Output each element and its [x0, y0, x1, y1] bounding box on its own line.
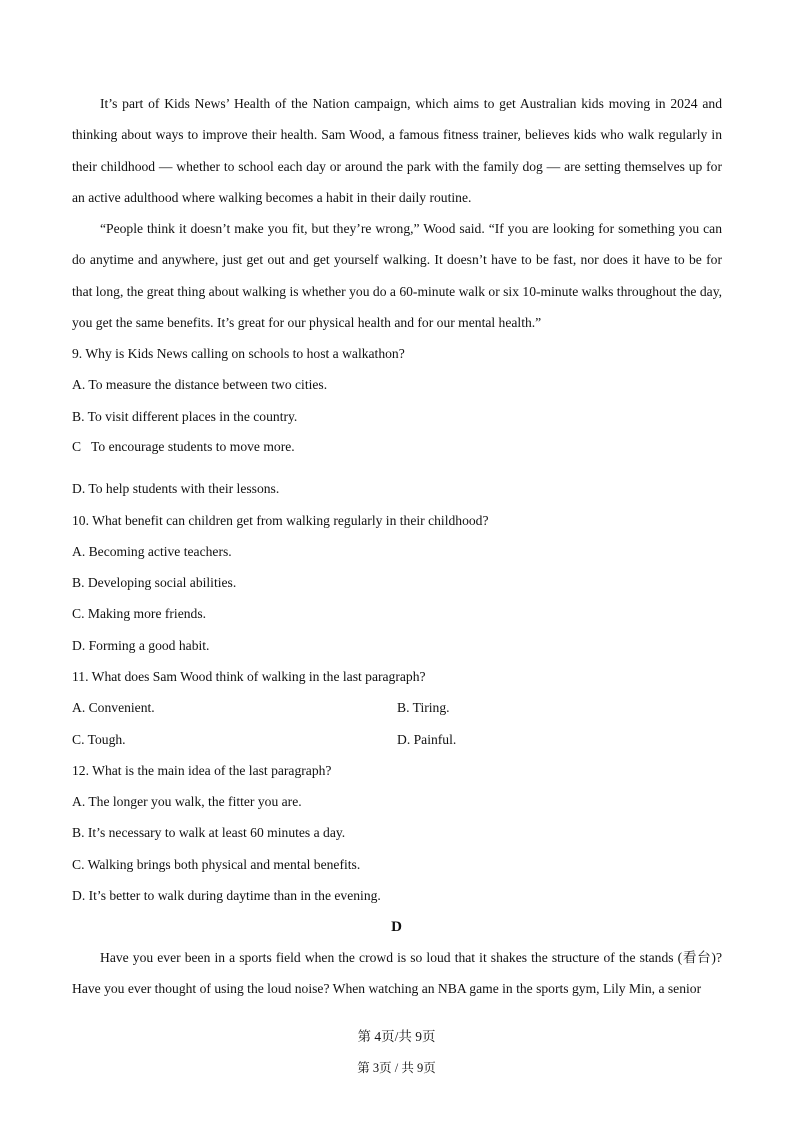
paragraph-text: Have you ever been in a sports field when the crowd is so loud that it shakes the structure of the stands (看台)? Have you ever thought of using the loud noise? When watching an NBA game in the sports gym, Lily Min, a senior: [72, 950, 722, 997]
question-12-option-a: A. The longer you walk, the fitter you are.: [72, 794, 302, 809]
question-10-option-a: A. Becoming active teachers.: [72, 544, 232, 559]
passage-paragraph-1: [72, 88, 722, 213]
question-9-stem: 9. Why is Kids News calling on schools to host a walkathon?: [72, 346, 405, 361]
question-10-option-d: D. Forming a good habit.: [72, 638, 210, 653]
question-9-option-c: C To encourage students to move more.: [72, 439, 295, 454]
question-9-option-b: B. To visit different places in the country.: [72, 409, 298, 424]
question-9-option-d: D. To help students with their lessons.: [72, 481, 280, 496]
question-10-option-c: C. Making more friends.: [72, 606, 207, 621]
paragraph-text: “People think it doesn’t make you fit, but they’re wrong,” Wood said. “If you are looking for something you can do anytime and anywhere, just get out and get yourself walking. It doesn’t have to be fast, nor does it have to be for that long, the great thing about walking is whether you do a 60-minute walk or six 10-minute walks throughout the day, you get the same benefits. It’s great for our physical health and for our mental health.”: [72, 221, 722, 330]
section-d-paragraph: [72, 942, 722, 1005]
question-11-option-b: B. Tiring.: [397, 700, 450, 715]
question-10-stem: 10. What benefit can children get from walking regularly in their childhood?: [72, 513, 489, 528]
question-10-option-b: B. Developing social abilities.: [72, 575, 237, 590]
question-12-option-d: D. It’s better to walk during daytime than in the evening.: [72, 888, 381, 903]
question-11-option-c: C. Tough.: [72, 732, 126, 747]
question-11-option-a: A. Convenient.: [72, 700, 155, 715]
question-11-stem: 11. What does Sam Wood think of walking in the last paragraph?: [72, 669, 426, 684]
page-number-label-secondary: 第 3页 / 共 9页: [357, 1061, 436, 1075]
question-11-option-d: D. Painful.: [397, 732, 457, 747]
question-9-option-a: A. To measure the distance between two cities.: [72, 377, 328, 392]
paragraph-text: It’s part of Kids News’ Health of the Nation campaign, which aims to get Australian kids moving in 2024 and thinking about ways to improve their health. Sam Wood, a famous fitness trainer, believes kids who walk regularly in their childhood — whether to school each day or around the park with the family dog — are setting themselves up for an active adulthood where walking becomes a habit in their daily routine.: [72, 96, 722, 205]
passage-paragraph-2: [72, 213, 722, 338]
page-number-label: 第 4页/共 9页: [357, 1029, 436, 1044]
section-heading: D: [391, 919, 402, 935]
question-12-stem: 12. What is the main idea of the last paragraph?: [72, 763, 332, 778]
question-12-option-c: C. Walking brings both physical and mental benefits.: [72, 857, 361, 872]
question-12-option-b: B. It’s necessary to walk at least 60 minutes a day.: [72, 825, 346, 840]
